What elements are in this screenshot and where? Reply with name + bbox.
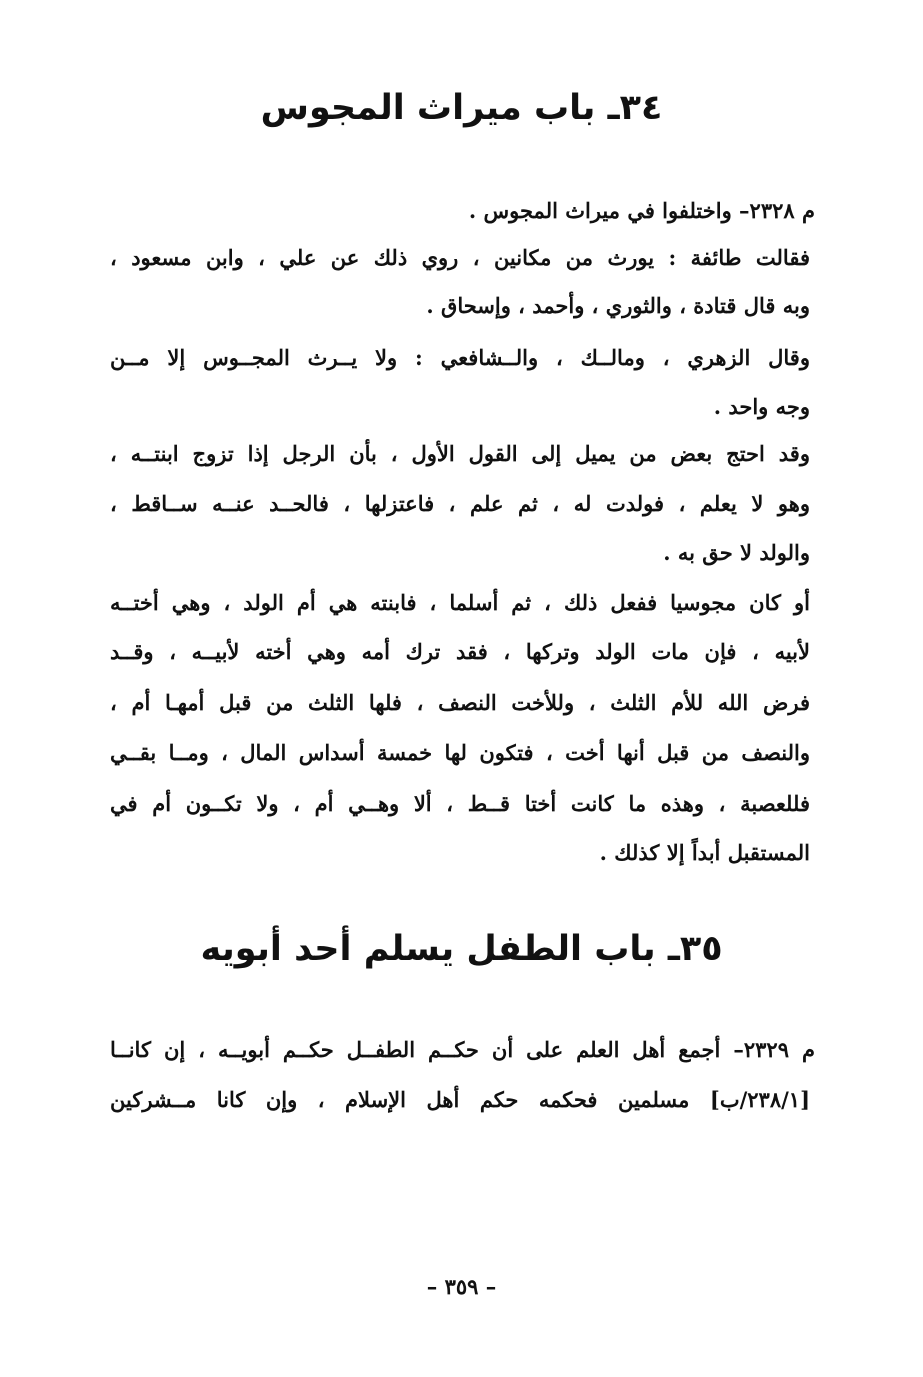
paragraph-line: أو كان مجوسيا ففعل ذلك ، ثم أسلما ، فابنته هي أم الولد ، وهي أختــه: [110, 590, 810, 615]
paragraph-line: والولد لا حق به .: [663, 540, 810, 565]
paragraph-line: فرض الله للأم الثلث ، وللأخت النصف ، فلها الثلث من قبل أمهـا أم ،: [110, 690, 810, 715]
section-heading-35: ٣٥ـ باب الطفل يسلم أحد أبويه: [200, 929, 723, 969]
paragraph-line: م ٢٣٢٩– أجمع أهل العلم على أن حكــم الطفــل حكــم أبويــه ، إن كانــا: [110, 1037, 815, 1062]
paragraph-line: فللعصبة ، وهذه ما كانت أختا قــط ، ألا وهــي أم ، ولا تكــون أم في: [110, 791, 811, 816]
paragraph-line: وقال الزهري ، ومالــك ، والــشافعي : ولا يــرث المجــوس إلا مــن: [110, 345, 810, 370]
paragraph-line: المستقبل أبداً إلا كذلك .: [599, 840, 810, 865]
paragraph-line: م ٢٣٢٨– واختلفوا في ميراث المجوس .: [468, 198, 815, 223]
page-number: – ٣٥٩ –: [426, 1274, 497, 1299]
paragraph-line: وهو لا يعلم ، فولدت له ، ثم علم ، فاعتزلها ، فالحــد عنــه ســاقط ،: [110, 491, 810, 516]
paragraph-line: وقد احتج بعض من يميل إلى القول الأول ، بأن الرجل إذا تزوج ابنتــه ،: [110, 441, 810, 466]
section-heading-34: ٣٤ـ باب ميراث المجوس: [260, 88, 663, 128]
paragraph-line: والنصف من قبل أنها أخت ، فتكون لها خمسة أسداس المال ، ومــا بقــي: [110, 740, 810, 765]
paragraph-line: [٢٣٨/١/ب] مسلمين فحكمه حكم أهل الإسلام ، وإن كانا مــشركين: [110, 1087, 810, 1112]
paragraph-line: فقالت طائفة : يورث من مكانين ، روي ذلك عن علي ، وابن مسعود ،: [110, 245, 810, 270]
paragraph-line: وجه واحد .: [713, 394, 810, 419]
paragraph-line: لأبيه ، فإن مات الولد وتركها ، فقد ترك أمه وهي أخته لأبيــه ، وقــد: [110, 639, 810, 664]
paragraph-line: وبه قال قتادة ، والثوري ، وأحمد ، وإسحاق .: [426, 293, 810, 318]
